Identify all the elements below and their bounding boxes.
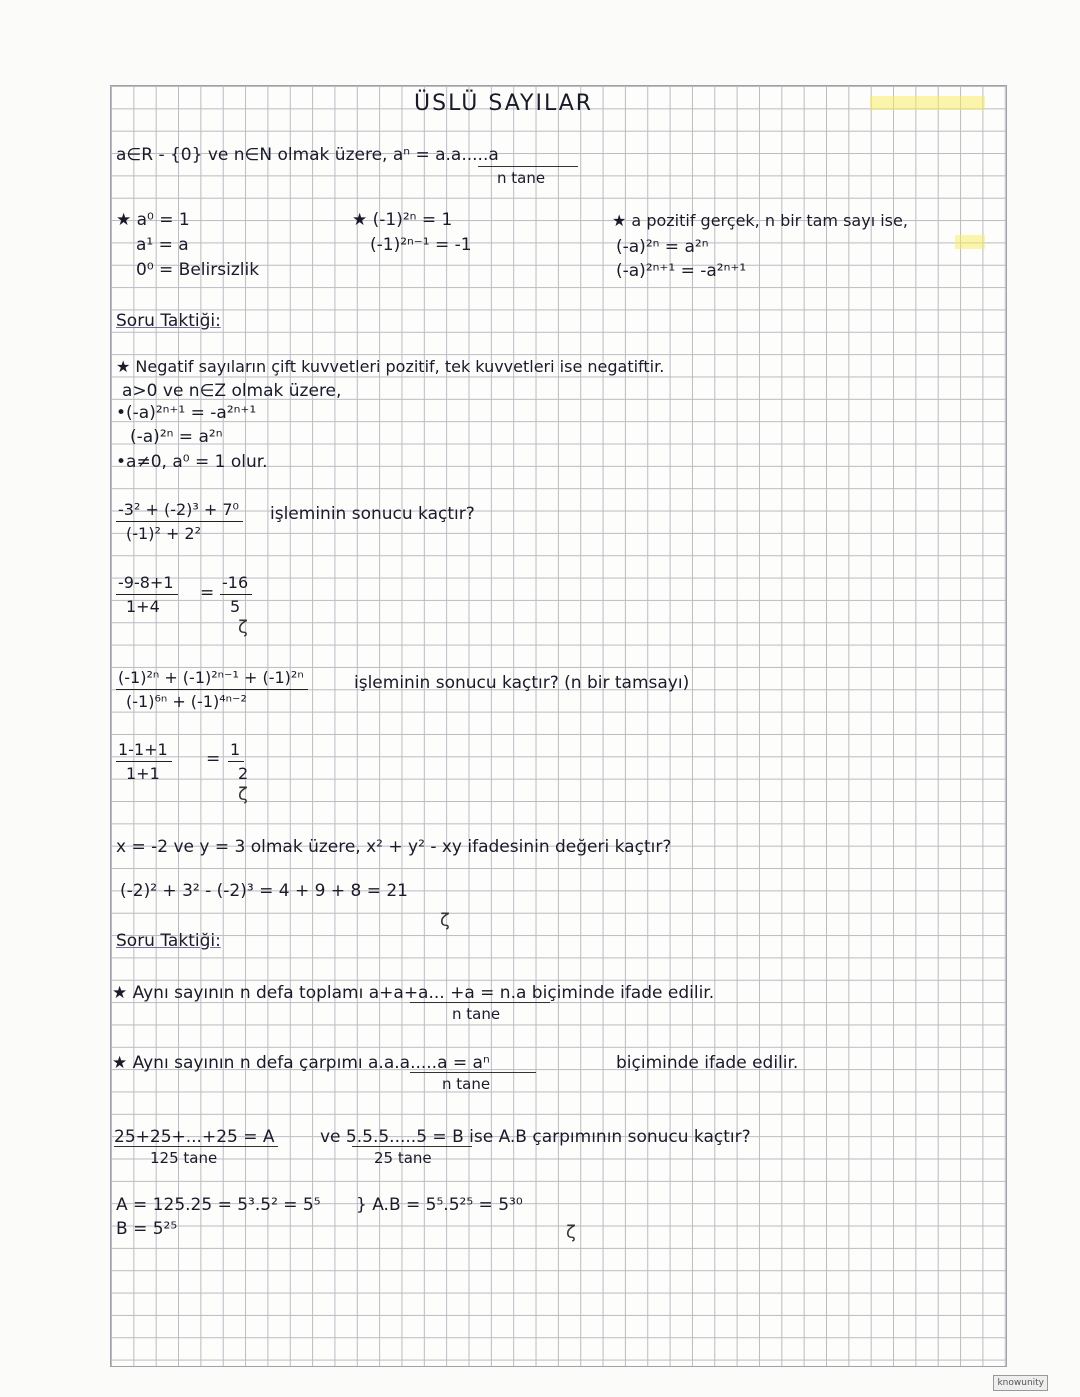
rule-minus-one-even: ★ (-1)²ⁿ = 1 xyxy=(352,210,453,230)
underbrace xyxy=(352,1146,472,1147)
underbrace xyxy=(410,1072,536,1073)
rule-positive-real: ★ a pozitif gerçek, n bir tam sayı ise, xyxy=(612,211,908,230)
highlight-mark xyxy=(870,96,985,110)
tip2-line1-label: n tane xyxy=(452,1005,501,1023)
rule-a-zero: ★ a⁰ = 1 xyxy=(116,210,190,230)
answer-check-icon: ζ xyxy=(566,1222,576,1243)
rule-a-one: a¹ = a xyxy=(136,235,189,255)
q2-expression xyxy=(116,668,308,711)
q1-question: işleminin sonucu kaçtır? xyxy=(270,504,475,524)
q4-work-a: A = 125.25 = 5³.5² = 5⁵ xyxy=(116,1195,321,1215)
q3-work: (-2)² + 3² - (-2)³ = 4 + 9 + 8 = 21 xyxy=(120,881,408,901)
q4-work-b: B = 5²⁵ xyxy=(116,1219,178,1239)
tip-line: •a≠0, a⁰ = 1 olur. xyxy=(116,452,268,472)
q2-answer-denominator: 2 xyxy=(238,764,249,783)
rule-neg-even: (-a)²ⁿ = a²ⁿ xyxy=(616,237,709,257)
highlight-mark xyxy=(955,235,985,249)
definition-count-label: n tane xyxy=(497,169,546,187)
q1-work xyxy=(116,573,178,616)
rule-minus-one-odd: (-1)²ⁿ⁻¹ = -1 xyxy=(370,235,472,255)
answer-check-icon: ζ xyxy=(238,784,248,805)
q2-work-denominator: 1+1 xyxy=(126,764,160,783)
rule-neg-odd: (-a)²ⁿ⁺¹ = -a²ⁿ⁺¹ xyxy=(616,261,747,281)
q2-answer-numerator: 1 xyxy=(228,740,244,762)
q4-part-a: 25+25+...+25 = A xyxy=(114,1127,275,1147)
q4-part-b-label: 25 tane xyxy=(374,1149,432,1167)
q4-part-b: ve 5.5.5.....5 = B ise A.B çarpımının sonucu kaçtır? xyxy=(320,1127,751,1147)
q2-denominator: (-1)⁶ⁿ + (-1)⁴ⁿ⁻² xyxy=(126,692,247,711)
tip-line: ★ Negatif sayıların çift kuvvetleri pozitif, tek kuvvetleri ise negatiftir. xyxy=(116,357,665,376)
tip-heading: Soru Taktiği: xyxy=(116,311,221,331)
q2-work xyxy=(116,740,172,783)
q2-work-numerator: 1-1+1 xyxy=(116,740,172,762)
q1-answer-numerator: -16 xyxy=(220,573,252,595)
tip2-line2-tail: biçiminde ifade edilir. xyxy=(616,1053,799,1073)
q1-work-denominator: 1+4 xyxy=(126,597,160,616)
definition-text: a∈R - {0} ve n∈N olmak üzere, aⁿ = a.a.....a xyxy=(116,145,499,165)
tip-line: a>0 ve n∈Z olmak üzere, xyxy=(122,381,342,401)
q3-question: x = -2 ve y = 3 olmak üzere, x² + y² - xy ifadesinin değeri kaçtır? xyxy=(116,837,672,857)
equals-sign: = xyxy=(206,749,221,769)
q4-part-a-label: 125 tane xyxy=(150,1149,218,1167)
tip2-line2: ★ Aynı sayının n defa çarpımı a.a.a.....a = aⁿ xyxy=(112,1053,490,1073)
q1-answer-denominator: 5 xyxy=(230,597,241,616)
rule-zero-zero: 0⁰ = Belirsizlik xyxy=(136,260,260,280)
q2-numerator: (-1)²ⁿ + (-1)²ⁿ⁻¹ + (-1)²ⁿ xyxy=(116,668,308,690)
q1-answer xyxy=(220,573,252,616)
tip2-line1: ★ Aynı sayının n defa toplamı a+a+a... +a = n.a biçiminde ifade edilir. xyxy=(112,983,715,1003)
q4-result: } A.B = 5⁵.5²⁵ = 5³⁰ xyxy=(356,1195,523,1215)
answer-check-icon: ζ xyxy=(440,910,450,931)
tip-line: (-a)²ⁿ = a²ⁿ xyxy=(130,427,223,447)
equals-sign: = xyxy=(200,583,215,603)
knowunity-logo: knowunity xyxy=(993,1375,1048,1391)
tip-heading: Soru Taktiği: xyxy=(116,931,221,951)
page-title: ÜSLÜ SAYILAR xyxy=(414,91,594,116)
q1-numerator: -3² + (-2)³ + 7⁰ xyxy=(116,500,243,522)
underbrace xyxy=(114,1146,278,1147)
tip2-line2-label: n tane xyxy=(442,1075,491,1093)
underbrace xyxy=(410,1002,550,1003)
q2-question: işleminin sonucu kaçtır? (n bir tamsayı) xyxy=(354,673,690,693)
answer-check-icon: ζ xyxy=(238,617,248,638)
q1-work-numerator: -9-8+1 xyxy=(116,573,178,595)
underbrace xyxy=(478,166,578,167)
q1-denominator: (-1)² + 2² xyxy=(126,524,202,543)
q1-expression xyxy=(116,500,243,543)
tip-line: •(-a)²ⁿ⁺¹ = -a²ⁿ⁺¹ xyxy=(116,403,257,423)
q2-answer xyxy=(228,740,252,783)
